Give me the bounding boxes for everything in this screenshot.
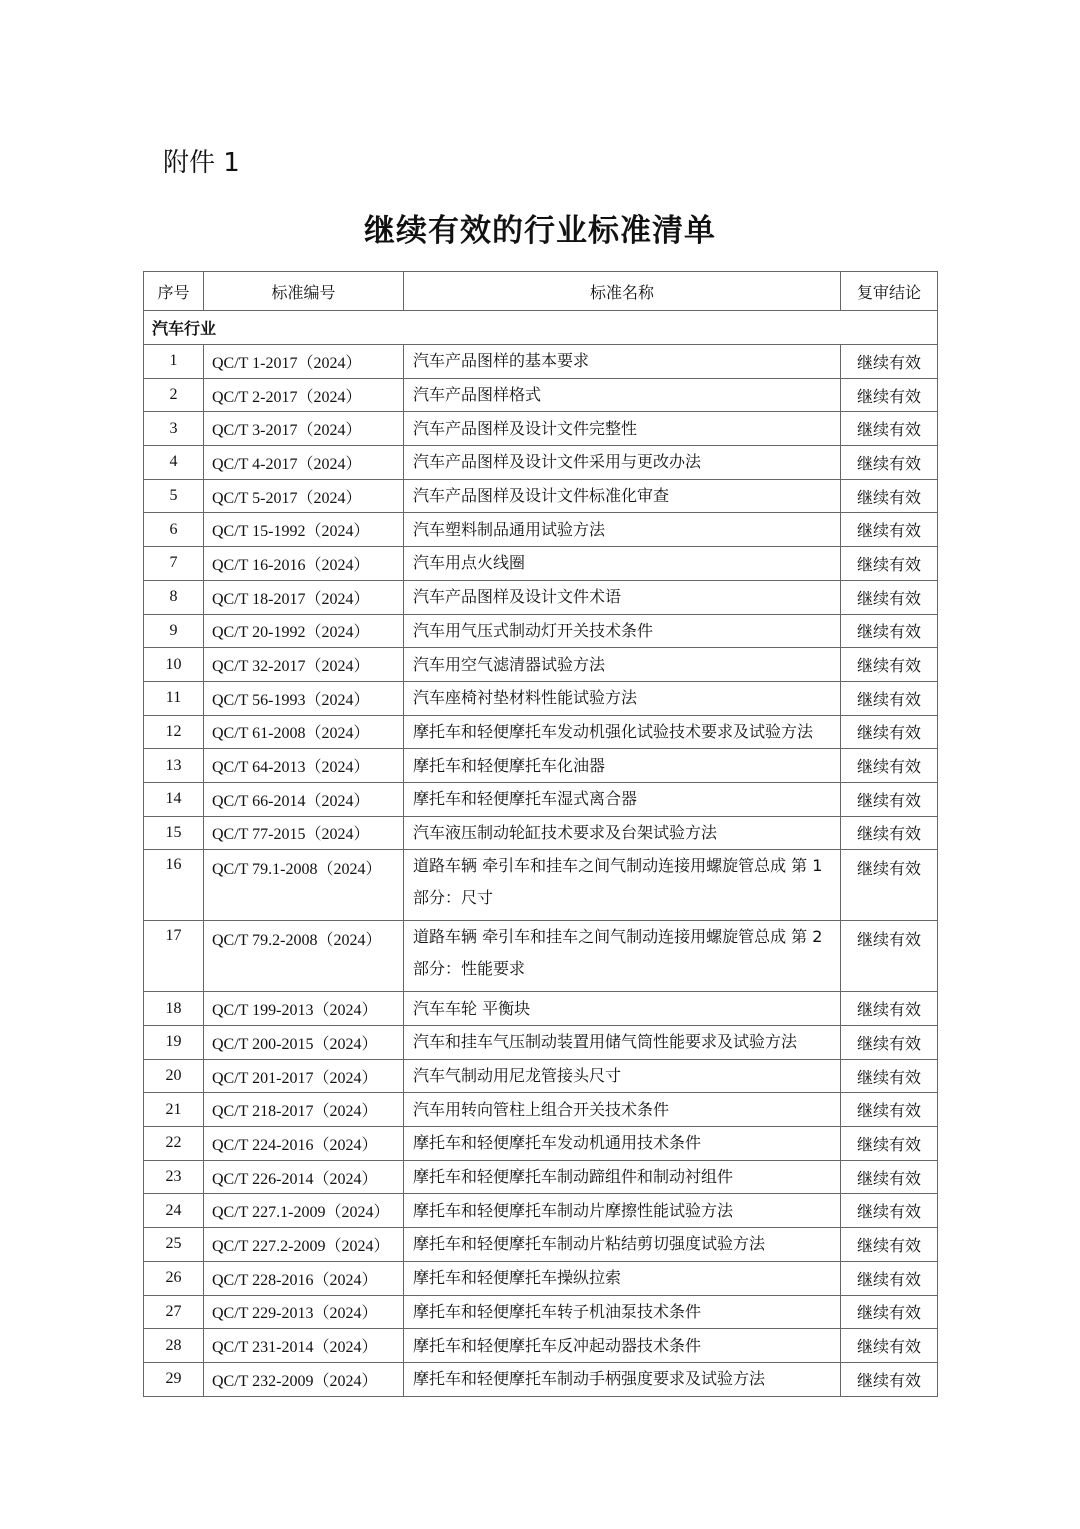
row-seq: 16: [144, 850, 204, 921]
document-title: 继续有效的行业标准清单: [364, 213, 716, 249]
row-standard-name: 道路车辆 牵引车和挂车之间气制动连接用螺旋管总成 第 1 部分：尺寸: [404, 850, 841, 921]
row-review-result: 继续有效: [841, 681, 938, 715]
row-review-result: 继续有效: [841, 921, 938, 992]
row-seq: 7: [144, 547, 204, 581]
row-standard-code: QC/T 79.1-2008（2024）: [204, 850, 404, 921]
row-review-result: 继续有效: [841, 547, 938, 581]
row-review-result: 继续有效: [841, 1194, 938, 1228]
section-row: [144, 311, 938, 345]
row-seq: 2: [144, 378, 204, 412]
row-standard-code: QC/T 232-2009（2024）: [204, 1362, 404, 1396]
row-standard-name: 汽车座椅衬垫材料性能试验方法: [404, 681, 841, 715]
table-row: [144, 921, 938, 992]
row-seq: 11: [144, 681, 204, 715]
row-review-result: 继续有效: [841, 749, 938, 783]
row-standard-name: 汽车用空气滤清器试验方法: [404, 648, 841, 682]
table-row: [144, 1329, 938, 1363]
row-review-result: 继续有效: [841, 1127, 938, 1161]
table-row: [144, 1026, 938, 1060]
row-seq: 29: [144, 1362, 204, 1396]
row-standard-name: 汽车和挂车气压制动装置用储气筒性能要求及试验方法: [404, 1026, 841, 1060]
row-seq: 23: [144, 1160, 204, 1194]
row-review-result: 继续有效: [841, 1228, 938, 1262]
row-standard-name: 摩托车和轻便摩托车发动机强化试验技术要求及试验方法: [404, 715, 841, 749]
row-seq: 19: [144, 1026, 204, 1060]
row-standard-code: QC/T 1-2017（2024）: [204, 345, 404, 379]
row-seq: 5: [144, 479, 204, 513]
row-standard-code: QC/T 227.1-2009（2024）: [204, 1194, 404, 1228]
table-row: [144, 1295, 938, 1329]
row-standard-name: 汽车车轮 平衡块: [404, 992, 841, 1026]
row-standard-code: QC/T 3-2017（2024）: [204, 412, 404, 446]
row-standard-name: 汽车用气压式制动灯开关技术条件: [404, 614, 841, 648]
row-review-result: 继续有效: [841, 992, 938, 1026]
row-seq: 8: [144, 580, 204, 614]
row-standard-name: 汽车产品图样及设计文件术语: [404, 580, 841, 614]
row-seq: 12: [144, 715, 204, 749]
standards-table: [143, 271, 938, 1397]
row-standard-code: QC/T 61-2008（2024）: [204, 715, 404, 749]
row-seq: 26: [144, 1261, 204, 1295]
row-seq: 25: [144, 1228, 204, 1262]
row-standard-code: QC/T 229-2013（2024）: [204, 1295, 404, 1329]
row-standard-code: QC/T 199-2013（2024）: [204, 992, 404, 1026]
row-review-result: 继续有效: [841, 1059, 938, 1093]
row-seq: 27: [144, 1295, 204, 1329]
row-review-result: 继续有效: [841, 446, 938, 480]
row-review-result: 继续有效: [841, 1295, 938, 1329]
row-standard-code: QC/T 200-2015（2024）: [204, 1026, 404, 1060]
row-review-result: 继续有效: [841, 1261, 938, 1295]
row-seq: 9: [144, 614, 204, 648]
row-standard-name: 汽车产品图样格式: [404, 378, 841, 412]
table-row: [144, 1228, 938, 1262]
table-row: [144, 1160, 938, 1194]
row-standard-code: QC/T 16-2016（2024）: [204, 547, 404, 581]
row-standard-name: 摩托车和轻便摩托车操纵拉索: [404, 1261, 841, 1295]
row-standard-name: 摩托车和轻便摩托车制动片摩擦性能试验方法: [404, 1194, 841, 1228]
row-standard-code: QC/T 18-2017（2024）: [204, 580, 404, 614]
table-row: [144, 1093, 938, 1127]
row-standard-name: 汽车用转向管柱上组合开关技术条件: [404, 1093, 841, 1127]
table-row: [144, 749, 938, 783]
row-review-result: 继续有效: [841, 1093, 938, 1127]
header-result: 复审结论: [841, 272, 938, 311]
row-seq: 10: [144, 648, 204, 682]
row-standard-name: 汽车产品图样及设计文件标准化审查: [404, 479, 841, 513]
row-seq: 17: [144, 921, 204, 992]
table-row: [144, 992, 938, 1026]
table-row: [144, 681, 938, 715]
row-standard-name: 汽车用点火线圈: [404, 547, 841, 581]
table-row: [144, 580, 938, 614]
row-standard-code: QC/T 77-2015（2024）: [204, 816, 404, 850]
row-standard-code: QC/T 5-2017（2024）: [204, 479, 404, 513]
row-seq: 3: [144, 412, 204, 446]
table-row: [144, 1194, 938, 1228]
header-name: 标准名称: [404, 272, 841, 311]
table-row: [144, 446, 938, 480]
table-row: [144, 614, 938, 648]
row-standard-name: 摩托车和轻便摩托车转子机油泵技术条件: [404, 1295, 841, 1329]
row-review-result: 继续有效: [841, 1362, 938, 1396]
row-standard-code: QC/T 20-1992（2024）: [204, 614, 404, 648]
header-seq: 序号: [144, 272, 204, 311]
row-seq: 28: [144, 1329, 204, 1363]
row-review-result: 继续有效: [841, 378, 938, 412]
row-standard-name: 摩托车和轻便摩托车化油器: [404, 749, 841, 783]
row-standard-code: QC/T 224-2016（2024）: [204, 1127, 404, 1161]
table-row: [144, 850, 938, 921]
row-standard-code: QC/T 2-2017（2024）: [204, 378, 404, 412]
row-standard-code: QC/T 64-2013（2024）: [204, 749, 404, 783]
table-row: [144, 816, 938, 850]
row-review-result: 继续有效: [841, 412, 938, 446]
row-standard-name: 汽车产品图样及设计文件采用与更改办法: [404, 446, 841, 480]
row-seq: 13: [144, 749, 204, 783]
table-row: [144, 345, 938, 379]
row-review-result: 继续有效: [841, 782, 938, 816]
row-standard-name: 摩托车和轻便摩托车制动片粘结剪切强度试验方法: [404, 1228, 841, 1262]
row-standard-name: 汽车气制动用尼龙管接头尺寸: [404, 1059, 841, 1093]
row-review-result: 继续有效: [841, 715, 938, 749]
table-row: [144, 479, 938, 513]
row-standard-name: 汽车产品图样的基本要求: [404, 345, 841, 379]
table-header-row: [144, 272, 938, 311]
row-seq: 6: [144, 513, 204, 547]
table-row: [144, 782, 938, 816]
row-standard-code: QC/T 228-2016（2024）: [204, 1261, 404, 1295]
row-review-result: 继续有效: [841, 850, 938, 921]
row-standard-code: QC/T 4-2017（2024）: [204, 446, 404, 480]
row-standard-name: 摩托车和轻便摩托车制动手柄强度要求及试验方法: [404, 1362, 841, 1396]
row-standard-code: QC/T 226-2014（2024）: [204, 1160, 404, 1194]
table-row: [144, 412, 938, 446]
table-row: [144, 1261, 938, 1295]
row-review-result: 继续有效: [841, 479, 938, 513]
table-row: [144, 513, 938, 547]
table-row: [144, 1127, 938, 1161]
row-standard-code: QC/T 79.2-2008（2024）: [204, 921, 404, 992]
row-standard-name: 汽车塑料制品通用试验方法: [404, 513, 841, 547]
row-standard-code: QC/T 32-2017（2024）: [204, 648, 404, 682]
row-review-result: 继续有效: [841, 816, 938, 850]
row-standard-name: 摩托车和轻便摩托车发动机通用技术条件: [404, 1127, 841, 1161]
row-standard-code: QC/T 201-2017（2024）: [204, 1059, 404, 1093]
table-row: [144, 1059, 938, 1093]
row-review-result: 继续有效: [841, 1160, 938, 1194]
row-standard-code: QC/T 218-2017（2024）: [204, 1093, 404, 1127]
row-seq: 4: [144, 446, 204, 480]
row-standard-name: 摩托车和轻便摩托车湿式离合器: [404, 782, 841, 816]
row-seq: 24: [144, 1194, 204, 1228]
header-code: 标准编号: [204, 272, 404, 311]
row-review-result: 继续有效: [841, 513, 938, 547]
row-standard-name: 摩托车和轻便摩托车制动蹄组件和制动衬组件: [404, 1160, 841, 1194]
row-standard-code: QC/T 56-1993（2024）: [204, 681, 404, 715]
table-row: [144, 547, 938, 581]
row-standard-code: QC/T 231-2014（2024）: [204, 1329, 404, 1363]
row-review-result: 继续有效: [841, 648, 938, 682]
row-review-result: 继续有效: [841, 580, 938, 614]
attachment-label: 附件 1: [163, 148, 240, 178]
row-standard-code: QC/T 66-2014（2024）: [204, 782, 404, 816]
row-review-result: 继续有效: [841, 1329, 938, 1363]
table-row: [144, 648, 938, 682]
row-seq: 22: [144, 1127, 204, 1161]
table-row: [144, 378, 938, 412]
table-row: [144, 715, 938, 749]
row-standard-code: QC/T 15-1992（2024）: [204, 513, 404, 547]
row-seq: 21: [144, 1093, 204, 1127]
row-standard-code: QC/T 227.2-2009（2024）: [204, 1228, 404, 1262]
row-standard-name: 摩托车和轻便摩托车反冲起动器技术条件: [404, 1329, 841, 1363]
row-review-result: 继续有效: [841, 345, 938, 379]
row-review-result: 继续有效: [841, 614, 938, 648]
row-seq: 15: [144, 816, 204, 850]
row-seq: 20: [144, 1059, 204, 1093]
row-seq: 1: [144, 345, 204, 379]
row-standard-name: 道路车辆 牵引车和挂车之间气制动连接用螺旋管总成 第 2 部分：性能要求: [404, 921, 841, 992]
row-seq: 18: [144, 992, 204, 1026]
row-standard-name: 汽车液压制动轮缸技术要求及台架试验方法: [404, 816, 841, 850]
section-label: 汽车行业: [144, 311, 938, 345]
row-review-result: 继续有效: [841, 1026, 938, 1060]
row-seq: 14: [144, 782, 204, 816]
table-row: [144, 1362, 938, 1396]
row-standard-name: 汽车产品图样及设计文件完整性: [404, 412, 841, 446]
